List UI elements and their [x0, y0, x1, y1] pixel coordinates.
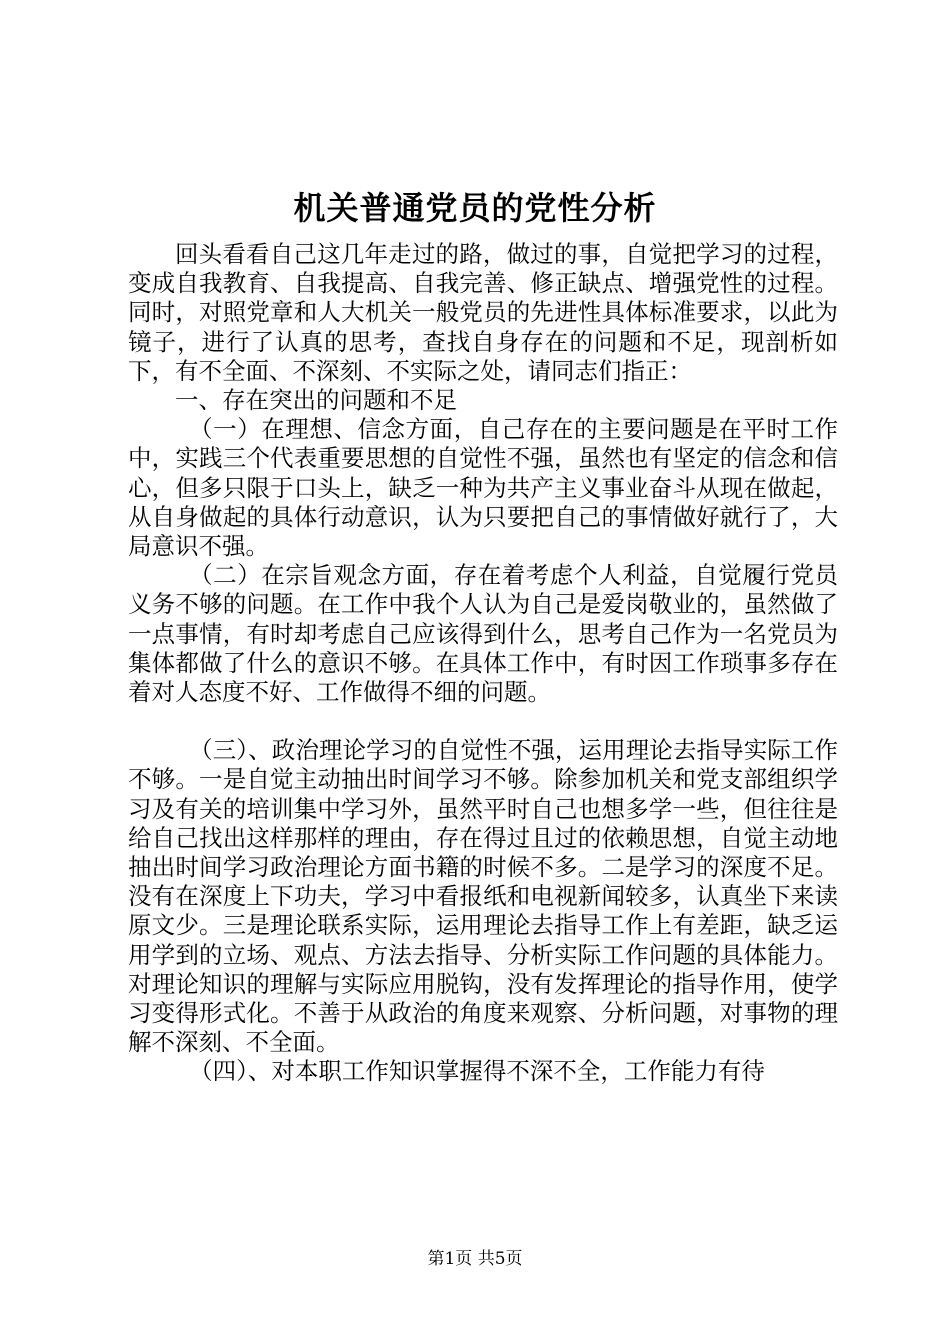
document-body: [128, 240, 838, 1087]
item-paragraph-4: （四）、对本职工作知识掌握得不深不全，工作能力有待: [189, 1057, 765, 1086]
item-paragraph-2: （二）在宗旨观念方面，存在着考虑个人利益，自觉履行党员义务不够的问题。在工作中我个人认为自己是爱岗敬业的，虽然做了一点事情，有时却考虑自己应该得到什么，思考自己作为一名党员为集体都做了什么的意识不够。在具体工作中，有时因工作琐事多存在着对人态度不好、工作做得不细的问题。: [128, 561, 838, 707]
section-heading-1: 一、存在突出的问题和不足: [175, 386, 457, 415]
item-paragraph-3: （三）、政治理论学习的自觉性不强，运用理论去指导实际工作不够。一是自觉主动抽出时间学习不够。除参加机关和党支部组织学习及有关的培训集中学习外，虽然平时自己也想多学一些，但往往是给自己找出这样那样的理由，存在得过且过的依赖思想，自觉主动地抽出时间学习政治理论方面书籍的时候不多。二是学习的深度不足。没有在深度上下功夫，学习中看报纸和电视新闻较多，认真坐下来读原文少。三是理论联系实际，运用理论去指导工作上有差距，缺乏运用学到的立场、观点、方法去指导、分析实际工作问题的具体能力。对理论知识的理解与实际应用脱钩，没有发挥理论的指导作用，使学习变得形式化。不善于从政治的角度来观察、分析问题，对事物的理解不深刻、不全面。: [128, 736, 838, 1057]
intro-paragraph: 回头看看自己这几年走过的路，做过的事，自觉把学习的过程，变成自我教育、自我提高、自我完善、修正缺点、增强党性的过程。同时，对照党章和人大机关一般党员的先进性具体标准要求，以此为镜子，进行了认真的思考，查找自身存在的问题和不足，现剖析如下，有不全面、不深刻、不实际之处，请同志们指正：: [128, 240, 838, 385]
item-paragraph-1: （一）在理想、信念方面，自己存在的主要问题是在平时工作中，实践三个代表重要思想的自觉性不强，虽然也有坚定的信念和信心，但多只限于口头上，缺乏一种为共产主义事业奋斗从现在做起，从自身做起的具体行动意识，认为只要把自己的事情做好就行了，大局意识不强。: [128, 415, 838, 561]
page-footer: 第1页 共5页: [427, 1249, 523, 1269]
document-title: 机关普通党员的党性分析: [293, 189, 657, 227]
